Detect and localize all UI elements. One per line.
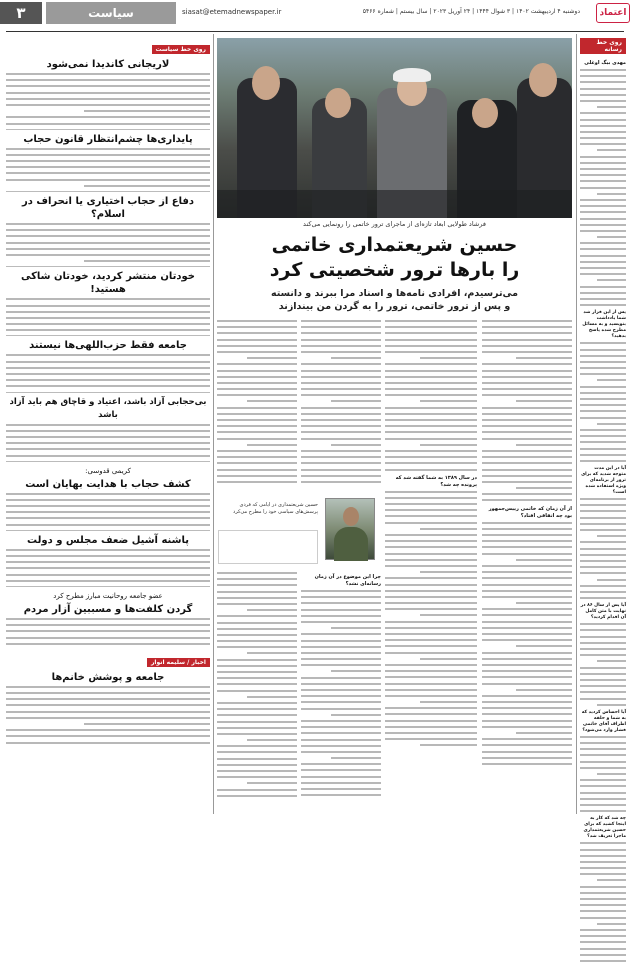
article-body	[385, 491, 477, 747]
main-story-column	[217, 570, 297, 814]
main-story-column	[385, 318, 477, 814]
news-body	[6, 424, 210, 457]
news-divider	[6, 266, 210, 267]
left-column-tag: اخبار / سلیمه انوار	[147, 658, 210, 667]
main-story-column	[482, 318, 572, 814]
news-headline: گردن کلفت‌ها و مسببین آزار مردم	[23, 603, 193, 615]
column-divider	[213, 34, 214, 814]
news-headline: دفاع از حجاب اختیاری یا انحراف در اسلام؟	[21, 196, 195, 220]
news-body	[6, 493, 210, 526]
newspaper-logo: اعتماد	[596, 3, 630, 23]
news-kicker: عضو جامعه روحانیت مبارز مطرح کرد	[53, 591, 163, 600]
article-body	[385, 320, 477, 471]
interview-question: در سال ۱۳۸۹ به شما گفته شد که پرونده چه شد؟	[395, 474, 477, 488]
article-body	[301, 320, 381, 483]
site-email: siasat@etemadnewspaper.ir	[182, 8, 282, 16]
article-body	[482, 320, 572, 501]
news-kicker: کریمی قدوسی:	[85, 466, 131, 475]
news-body	[6, 549, 210, 582]
news-headline: لاریجانی کاندیدا نمی‌شود	[46, 59, 170, 70]
news-divider	[6, 129, 210, 130]
article-body	[301, 590, 381, 796]
interview-question: چه شد که کار به اینجا کشید که برای حسین شریعتمداری ماجرا تعریف شد؟	[583, 816, 626, 840]
right-column	[580, 36, 626, 840]
article-body	[217, 320, 297, 483]
main-subheadline	[217, 287, 572, 313]
page-number: ۳	[0, 2, 42, 24]
main-story-column	[217, 318, 297, 496]
masthead-rule	[6, 31, 624, 32]
news-headline: خودتان منتشر کردید، خودتان شاکی هستید!	[20, 271, 195, 296]
article-body	[217, 572, 297, 797]
column-divider	[576, 34, 577, 814]
interview-question: چرا این موضوع در آن زمان رسانه‌ای نشد؟	[314, 574, 381, 587]
headline-line: حسین شریعتمداری خاتمی	[271, 234, 518, 256]
headline-line: را بارها ترور شخصیتی کرد	[269, 259, 520, 281]
left-column-tag: روی خط سیاست	[152, 45, 210, 54]
article-body	[482, 522, 572, 765]
news-body	[6, 148, 210, 187]
article-body	[580, 623, 626, 705]
interview-question: آیا احساس کردید که به شما و حلقه اطراف آقای خاتمی فشار وارد می‌شود؟	[581, 709, 626, 733]
article-body	[580, 736, 626, 812]
interview-question: از آن زمان که خاتمی رییس‌جمهور بود چه اتفاقی افتاد؟	[488, 505, 572, 519]
portrait-photo	[325, 498, 375, 560]
news-body	[6, 618, 210, 645]
portrait-caption: حسین شریعتمداری در ایامی که فردی پرسش‌های سیاسی خود را مطرح می‌کرد	[233, 502, 318, 515]
interview-question: پس از این قرار شد شما یادداشت بنویسید و به مسائل مطرح شده پاسخ بدهید؟	[582, 310, 626, 340]
right-column-tag: روی خط رسانه	[580, 38, 626, 54]
news-divider	[6, 586, 210, 587]
news-body	[6, 686, 210, 744]
left-column	[6, 36, 210, 816]
main-photo	[217, 38, 572, 218]
news-divider	[6, 530, 210, 531]
news-headline: جامعه فقط حزب‌اللهی‌ها نیستند	[29, 340, 187, 352]
news-divider	[6, 191, 210, 192]
news-body	[6, 73, 210, 125]
byline: مهدی بیگ اوغلی	[584, 60, 626, 66]
main-headline	[217, 233, 572, 283]
interview-question: آیا پس از سال ۸۶ در نهایت با متن کامل آن اقدام کردید؟	[580, 603, 626, 621]
article-body	[580, 842, 626, 962]
main-story-column	[301, 570, 381, 814]
news-body	[6, 354, 210, 387]
news-body	[6, 298, 210, 331]
subheadline-line: می‌ترسیدم، افرادی نامه‌ها و اسناد مرا ببرند و دانسته	[270, 288, 519, 299]
quote-box	[218, 530, 318, 564]
section-label: سیاست	[46, 2, 176, 24]
article-body	[580, 69, 626, 306]
photo-caption: فرشاد طولایی ابعاد تازه‌ای از ماجرای ترور خاتمی را رونمایی می‌کند	[303, 220, 486, 228]
news-headline: پایداری‌ها چشم‌انتظار قانون حجاب	[23, 133, 193, 145]
news-divider	[6, 461, 210, 462]
news-headline: پاشنه آشیل ضعف مجلس و دولت	[27, 534, 189, 546]
news-headline: کشف حجاب با هدایت بهایان است	[25, 478, 191, 490]
interview-question: آیا در این مدت متوجه شدید که برای ترور از برنامه‌ای ویژه استفاده شده است؟	[581, 466, 626, 496]
subheadline-line: و پس از ترور خاتمی، ترور را به گردن من بیندازند	[278, 301, 511, 312]
article-body	[580, 342, 626, 462]
news-divider	[6, 335, 210, 336]
main-story-column	[301, 318, 381, 496]
date-line: دوشنبه ۴ اردیبهشت ۱۴۰۲ | ۳ شوال ۱۴۴۴ | ۲۴ آوریل ۲۰۲۳ | سال بیستم | شماره ۵۴۶۶	[362, 8, 580, 15]
news-headline: بی‌حجابی آزاد باشد، اعتیاد و قاچاق هم باید آزاد باشد	[9, 396, 207, 420]
news-divider	[6, 392, 210, 393]
news-headline: جامعه و پوشش خانم‌ها	[51, 671, 165, 683]
article-body	[580, 498, 626, 599]
news-body	[6, 223, 210, 262]
